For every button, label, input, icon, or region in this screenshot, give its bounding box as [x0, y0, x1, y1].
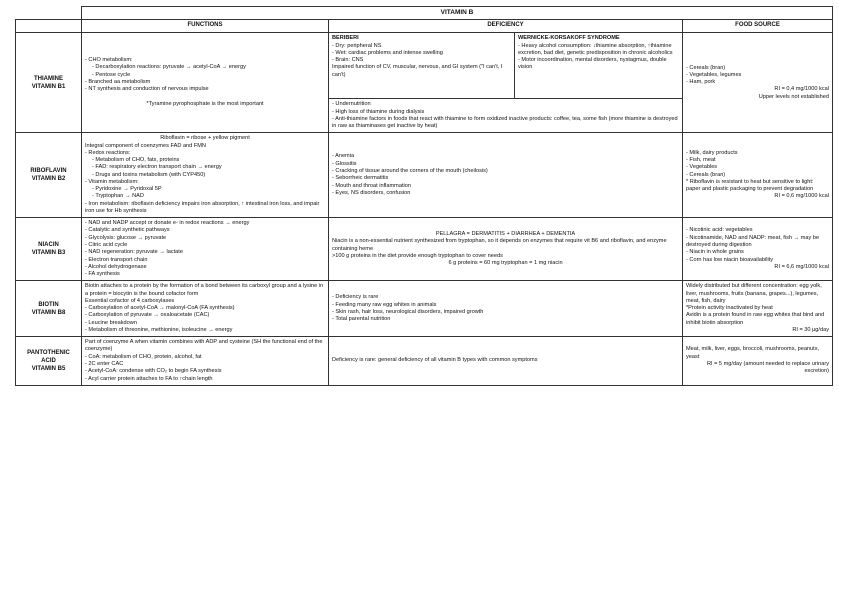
header-food-source: FOOD SOURCE	[683, 20, 833, 33]
functions-b2: Riboflavin = ribose + yellow pigment Integral component of coenzymes FAD and FMN - Redox reactions: - Metabolism of CHO, fats, proteins - FAD: respiratory electron transport chain → energy - Drugs and toxins metabolism (with CYP450) - Vitamin metabolism: - Pyridoxine → Pyridoxal 5P - Tryptophan → NAD - Iron metabolism: riboflavin deficiency impairs iron absorption, ↑ intestinal iron loss, and impair iron use for Hb synthesis	[82, 133, 329, 218]
functions-b8: Biotin attaches to a protein by the formation of a bond between its carboxyl group and a lysine in a protein = biocytin is the bound cofactor form Essential cofactor of 4 carboxylases - Carboxylation of acetyl-CoA → malonyl-CoA (FA synthesis) - Carboxylation of pyruvate → oxaloacetate (CAC) - Leucine breakdown - Metabolism of threonine, methionine, isoleucine → energy	[82, 281, 329, 337]
vitamin-b-table	[15, 6, 833, 386]
food-source-b3: - Nicotinic acid: vegetables - Nicotinamide, NAD and NADP: meat, fish → may be destroyed during digestion - Niacin in whole grains - Corn has low niacin bioavailability RI = 6,6 mg/1000 kcal	[683, 218, 833, 281]
functions-b5: Part of coenzyme A when vitamin combines with ADP and cysteine (SH the functional end of the coenzyme) - CoA: metabolism of CHO, protein, alcohol, fat - 2C enter CAC - Acetyl-CoA: condense with CO₂ to begin FA synthesis - Acyl carrier protein attaches to FA to ↑chain length	[82, 337, 329, 386]
food-source-b2: - Milk, dairy products - Fish, meat - Vegetables - Cereals (bran) * Riboflavin is resistant to heat but sensitive to light: paper and plastic packaging to prevent degradation RI = 0,6 mg/1000 kcal	[683, 133, 833, 218]
vitamin-name-b2: RIBOFLAVIN VITAMIN B2	[16, 133, 82, 218]
deficiency-b3: PELLAGRA = DERMATITIS + DIARRHEA + DEMENTIA Niacin is a non-essential nutrient synthesized from tryptophan, so it depends on enzymes that require vit B6 and riboflavin, and enzyme containing heme >100 g proteins in the diet provide enough tryptophan to cover needs 6 g proteins = 60 mg tryptophan = 1 mg niacin	[329, 218, 683, 281]
deficiency-beriberi-b1: BERIBERI - Dry: peripheral NS - Wet: cardiac problems and intense swelling - Brain: CNS Impaired function of CV, muscular, nervous, and GI system ("I can't, I can't)	[329, 33, 515, 99]
food-source-b8: Widely distributed but different concentration: egg yolk, liver, mushrooms, fruits (banana, grapes...), legumes, meat, fish, dairy *Protein activity inactivated by heat Avidin is a protein found in raw egg whites that bind and inhibit biotin absorption RI = 30 µg/day	[683, 281, 833, 337]
vitamin-name-b5: PANTOTHENIC ACID VITAMIN B5	[16, 337, 82, 386]
vitamin-name-b3: NIACIN VITAMIN B3	[16, 218, 82, 281]
deficiency-b8: - Deficiency is rare - Feeding many raw egg whites in animals - Skin rash, hair loss, neurological disorders, impaired growth - Total parental nutrition	[329, 281, 683, 337]
functions-b1: - CHO metabolism: - Decarboxylation reactions: pyruvate → acetyl-CoA → energy - Pentose cycle - Branched aa metabolism - NT synthesis and conduction of nervous impulse *Tyramine pyrophosphate is the most important	[82, 33, 329, 133]
header-deficiency: DEFICIENCY	[329, 20, 683, 33]
food-source-b1: - Cereals (bran) - Vegetables, legumes - Ham, pork RI = 0,4 mg/1000 kcal Upper levels not established	[683, 33, 833, 133]
deficiency-causes-b1: - Undernutrition - High loss of thiamine during dialysis - Anti-thiamine factors in foods that react with thiamine to form oxidized inactive products: coffee, tea, some fish (more thiamine is destroyed in raw as thiaminases get inactive by heat)	[329, 99, 683, 133]
food-source-b5: Meat, milk, liver, eggs, broccoli, mushrooms, peanuts, yeast RI = 5 mg/day (amount needed to replace urinary excretion)	[683, 337, 833, 386]
table-title: VITAMIN B	[82, 7, 833, 20]
vitamin-name-b8: BIOTIN VITAMIN B8	[16, 281, 82, 337]
vitamin-name-b1: THIAMINE VITAMIN B1	[16, 33, 82, 133]
functions-b3: - NAD and NADP accept or donate e- in redox reactions → energy - Catalytic and synthetic pathways - Glycolysis: glucose → pyruvate - Citric acid cycle - NAD regeneration: pyruvate → lactate - Electron transport chain - Alcohol dehydrogenase - FA synthesis	[82, 218, 329, 281]
deficiency-b5: Deficiency is rare: general deficiency of all vitamin B types with common symptoms	[329, 337, 683, 386]
deficiency-b2: - Anemia - Glossitis - Cracking of tissue around the corners of the mouth (cheilosis) - Seborrheic dermatitis - Mouth and throat inflammation - Eyes, NS disorders, confusion	[329, 133, 683, 218]
deficiency-wernicke-b1: WERNICKE-KORSAKOFF SYNDROME - Heavy alcohol consumption: ↓thiamine absorption, ↑thiamine excretion, bad diet, genetic predisposition in chronic alcoholics - Motor incoordination, mental disorders, nystagmus, double vision	[515, 33, 683, 99]
header-functions: FUNCTIONS	[82, 20, 329, 33]
